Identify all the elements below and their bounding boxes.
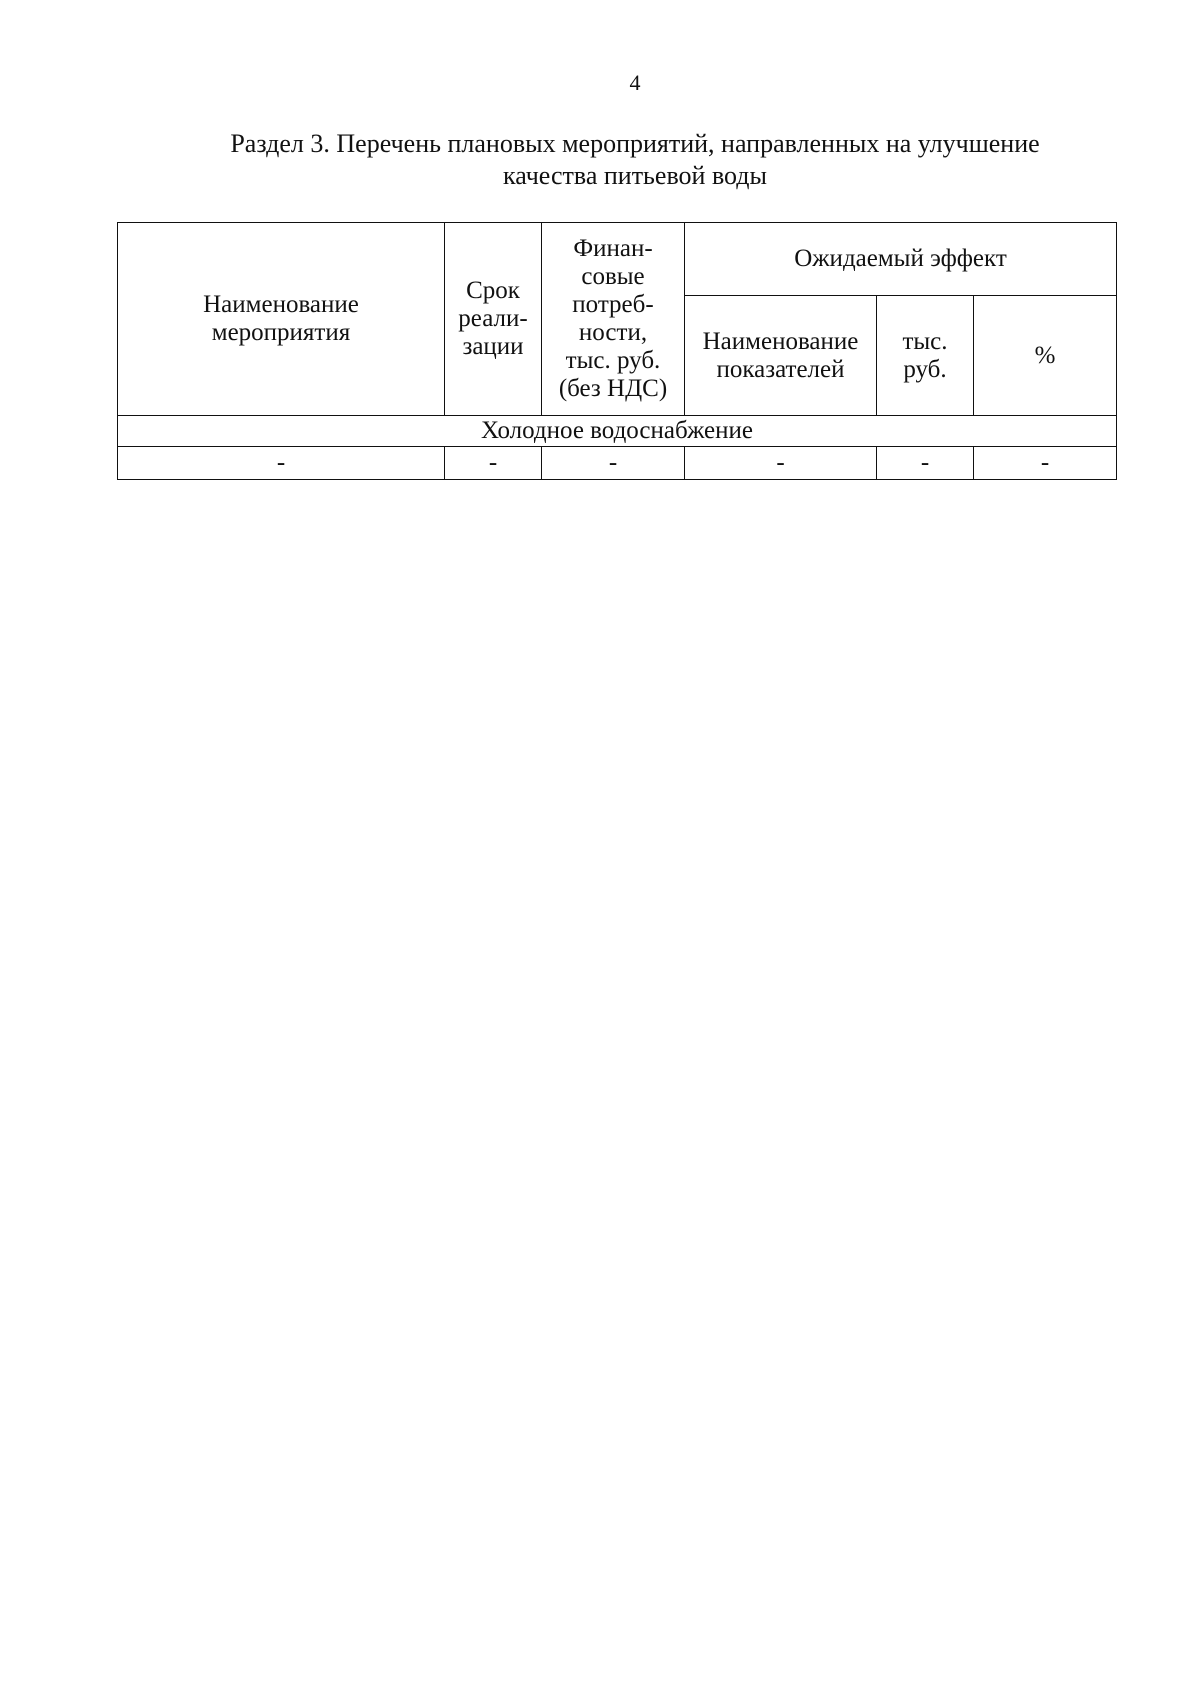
table-cell: - [542,447,685,480]
header-percent: % [974,296,1117,416]
table-cell: - [877,447,974,480]
section-title [0,128,1200,192]
header-financial-needs: Финан- совые потреб- ности, тыс. руб. (без НДС) [542,223,685,416]
header-expected-effect: Ожидаемый эффект [685,223,1117,296]
header-row-top [118,223,1117,296]
table-cell: - [118,447,445,480]
table-cell: - [685,447,877,480]
header-indicators: Наименование показателей [685,296,877,416]
section-title-line-1: Раздел 3. Перечень плановых мероприятий, направленных на улучшение [230,129,1040,158]
measures-table [117,222,1117,480]
section-title-line-2: качества питьевой воды [502,161,768,190]
section-cold-water: Холодное водоснабжение [118,416,1117,447]
table-row [118,447,1117,480]
header-measure-name: Наименование мероприятия [118,223,445,416]
table-cell: - [974,447,1117,480]
header-term: Срок реали- зации [445,223,542,416]
table-cell: - [445,447,542,480]
section-row [118,416,1117,447]
header-thousand-rub: тыс. руб. [877,296,974,416]
page-number: 4 [629,70,641,95]
